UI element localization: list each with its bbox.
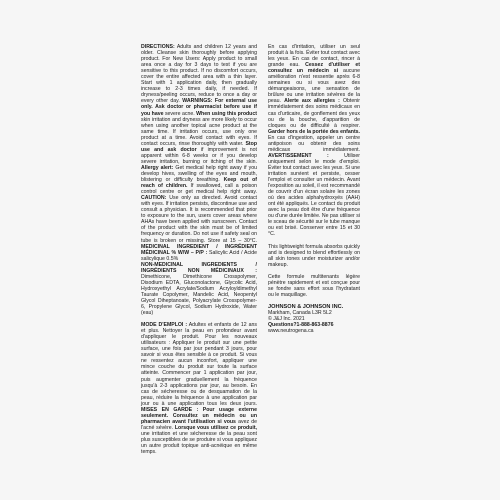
- caution-heading: CAUTION:: [141, 195, 167, 202]
- formula-description-fr: Cette formule multitenants légère pénètre rapidement et est conçue pour se fondre sans effort sous l'hydratant ou le maquillage.: [268, 273, 360, 298]
- questions-label: Questions?: [268, 322, 297, 329]
- mode-heading: MODE D'EMPLOI :: [141, 322, 188, 329]
- allergy-heading: Allergy alert:: [141, 164, 174, 171]
- warnings-body-1: severe acne.: [164, 110, 195, 117]
- left-text-column: [141, 44, 257, 455]
- formula-description: This lightweight formula absorbs quickly and is designed to blend effortlessly on all skin tones under moisturizer and/or makeup.: [268, 243, 360, 268]
- right-text-column: [268, 44, 360, 334]
- mises-heading: MISES EN GARDE : Pour usage externe seulement. Consultez un médecin ou un pharmacien avant l'utilisation si vous: [141, 406, 257, 425]
- warnings-heading: WARNINGS: For external use only. Ask doctor or pharmacist before use if you have: [141, 98, 257, 117]
- lorsque-body: une irritation et une sécheresse de la peau sont plus susceptibles de se produire si vous appliquez un autre produit topique anti-acnéique en même temps.: [141, 430, 257, 456]
- cesser-heading: Cessez d'utiliser et consultez un médecin si: [268, 62, 360, 75]
- mises-body: avez de l'acné sévère.: [141, 418, 257, 431]
- cesser-body: aucune amélioration n'est ressentie après 6-8 semaines ou si vous avez des démangeaisons, une sensation de brûlure ou une irritation sévères de la peau.: [268, 68, 360, 105]
- warnings-subheading-2: Stop use and ask doctor: [141, 140, 257, 153]
- medicinal-heading: MEDICINAL INGREDIENT / INGRÉDIENT MÉDICINAL % W/W – P/P :: [141, 243, 257, 256]
- garder-heading: Garder hors de la portée des enfants.: [268, 128, 360, 135]
- warnings-body-3: if improvement is not apparent within 6-8 weeks or if you develop severe irritation, burning or itching of the skin.: [141, 146, 258, 165]
- avertissement-heading: AVERTISSEMENT :: [268, 152, 329, 159]
- warnings-body-2: skin irritation and dryness are more likely to occur when using another topical acne product at the same time. If irritation occurs, use only one product at a time. Avoid contact with eyes. If contact occurs, rinse thoroughly with water.: [141, 116, 257, 147]
- mode-body: Adultes et enfants de 12 ans et plus. Nettoyer la peau en profondeur avant d'appliquer le produit. Pour les nouveaux utilisateurs : Appliquer le produit sur une petite surface, une fois par jour pendant 3 jours, pour savoir si vous êtes sensible à ce produit. Si vous ne ressentez aucun inconfort, appliquer une mince couche du produit sur toute la surface atteinte. Commencer par 1 application par jour, puis augmenter graduellement la fréquence jusqu'à 2-3 applications par jour, au besoin. En cas de sécheresse ou de desquamation de la peau, réduire la fréquence à une application par jour ou à une application tous les deux jours.: [141, 322, 257, 407]
- directions-body: Adults and children 12 years and older. Cleanse skin thoroughly before applying product. For New Users: Apply product to small area once a day for 3 days to test if you are sensitive to this product. If no discomfort occurs, cover the entire affected area with a thin layer. Start with 1 application daily, then gradually increase to 2-3 times daily, if needed. If dryness/peeling occurs, reduce to once a day or every other day.: [141, 44, 258, 105]
- copyright: © J&J Inc. 2021: [268, 315, 305, 322]
- fr-irritation-text: En cas d'irritation, utiliser un seul produit à la fois. Éviter tout contact avec les yeux. En cas de contact, rincer à grande eau.: [268, 44, 360, 69]
- company-city: Markham, Canada L3R 5L2: [268, 309, 332, 316]
- medicinal-body: Salicylic Acid / Acide salicylique 0.5%: [141, 249, 257, 262]
- avertissement-body: Utiliser uniquement selon le mode d'emploi. Éviter tout contact avec les yeux. Si une irritation survient et persiste, cesser l'emploi et consulter un médecin. Avant l'exposition au soleil, il est recommandé de couvrir d'un écran solaire les zones où des acides alphahydroxyés (AAH) ont été appliqués. Le contact du produit avec la peau doit être d'une fréquence ou d'une durée limitée. Ne pas utiliser si le sceau de sécurité sur le tube manque ou est brisé. Conserver entre 15 et 30 °C.: [268, 152, 360, 238]
- directions-heading: DIRECTIONS:: [141, 44, 175, 50]
- garder-body: En cas d'ingestion, appeler un centre antipoison ou obtenir des soins médicaux immédiatement.: [268, 134, 360, 153]
- allergy-body: Get medical help right away if you develop hives, swelling of the eyes and mouth, blistering or difficulty breathing.: [141, 164, 257, 184]
- company-name: JOHNSON & JOHNSON INC.: [268, 303, 344, 310]
- keep-out-body: If swallowed, call a poison control centre or get medical help right away.: [141, 183, 257, 196]
- alerte-heading: Alerte aux allergies :: [284, 98, 340, 105]
- alerte-body: Obtenir immédiatement des soins médicaux en cas d'urticaire, de gonflement des yeux ou de la bouche, d'apparition de cloques ou de difficulté à respirer.: [268, 98, 361, 129]
- nonmedicinal-heading: NON-MEDICINAL INGREDIENTS / INGRÉDIENTS NON MÉDICINAUX :: [141, 261, 257, 274]
- nonmedicinal-section: [141, 262, 257, 316]
- company-info: [268, 304, 360, 334]
- warnings-subheading-1: When using this product: [196, 110, 257, 117]
- fr-warnings-section: [268, 44, 360, 238]
- lorsque-heading: Lorsque vous utilisez ce produit,: [174, 424, 257, 431]
- mode-section: [141, 322, 257, 455]
- directions-section: [141, 44, 257, 262]
- website: www.neutrogena.ca: [268, 328, 314, 335]
- caution-body: Use only as directed. Avoid contact with eyes. If irritation persists, discontinue use and consult a physician. It is recommended that prior to exposure to the sun, users cover areas where AHAs have been applied with sunscreen. Contact of the product with the skin must be of limited frequency or duration. Do not use if safety seal on tube is broken or missing. Store at 15 – 30°C.: [141, 195, 257, 244]
- questions-phone: 1-888-863-8876: [296, 322, 334, 329]
- keep-out-heading: Keep out of reach of children.: [141, 177, 257, 190]
- nonmedicinal-body: Dimethicone, Dimethicone Crosspolymer, Disodium EDTA, Gluconolactone, Glycolic Acid, Hydroxyethyl Acrylate/Sodium Acryloyldimethyl Taurate Copolymer, Mandelic Acid, Neopentyl Glycol Diheptanoate, Polyacrylate Crosspolymer-6, Propylene Glycol, Sodium Hydroxide, Water (eau): [141, 273, 257, 317]
